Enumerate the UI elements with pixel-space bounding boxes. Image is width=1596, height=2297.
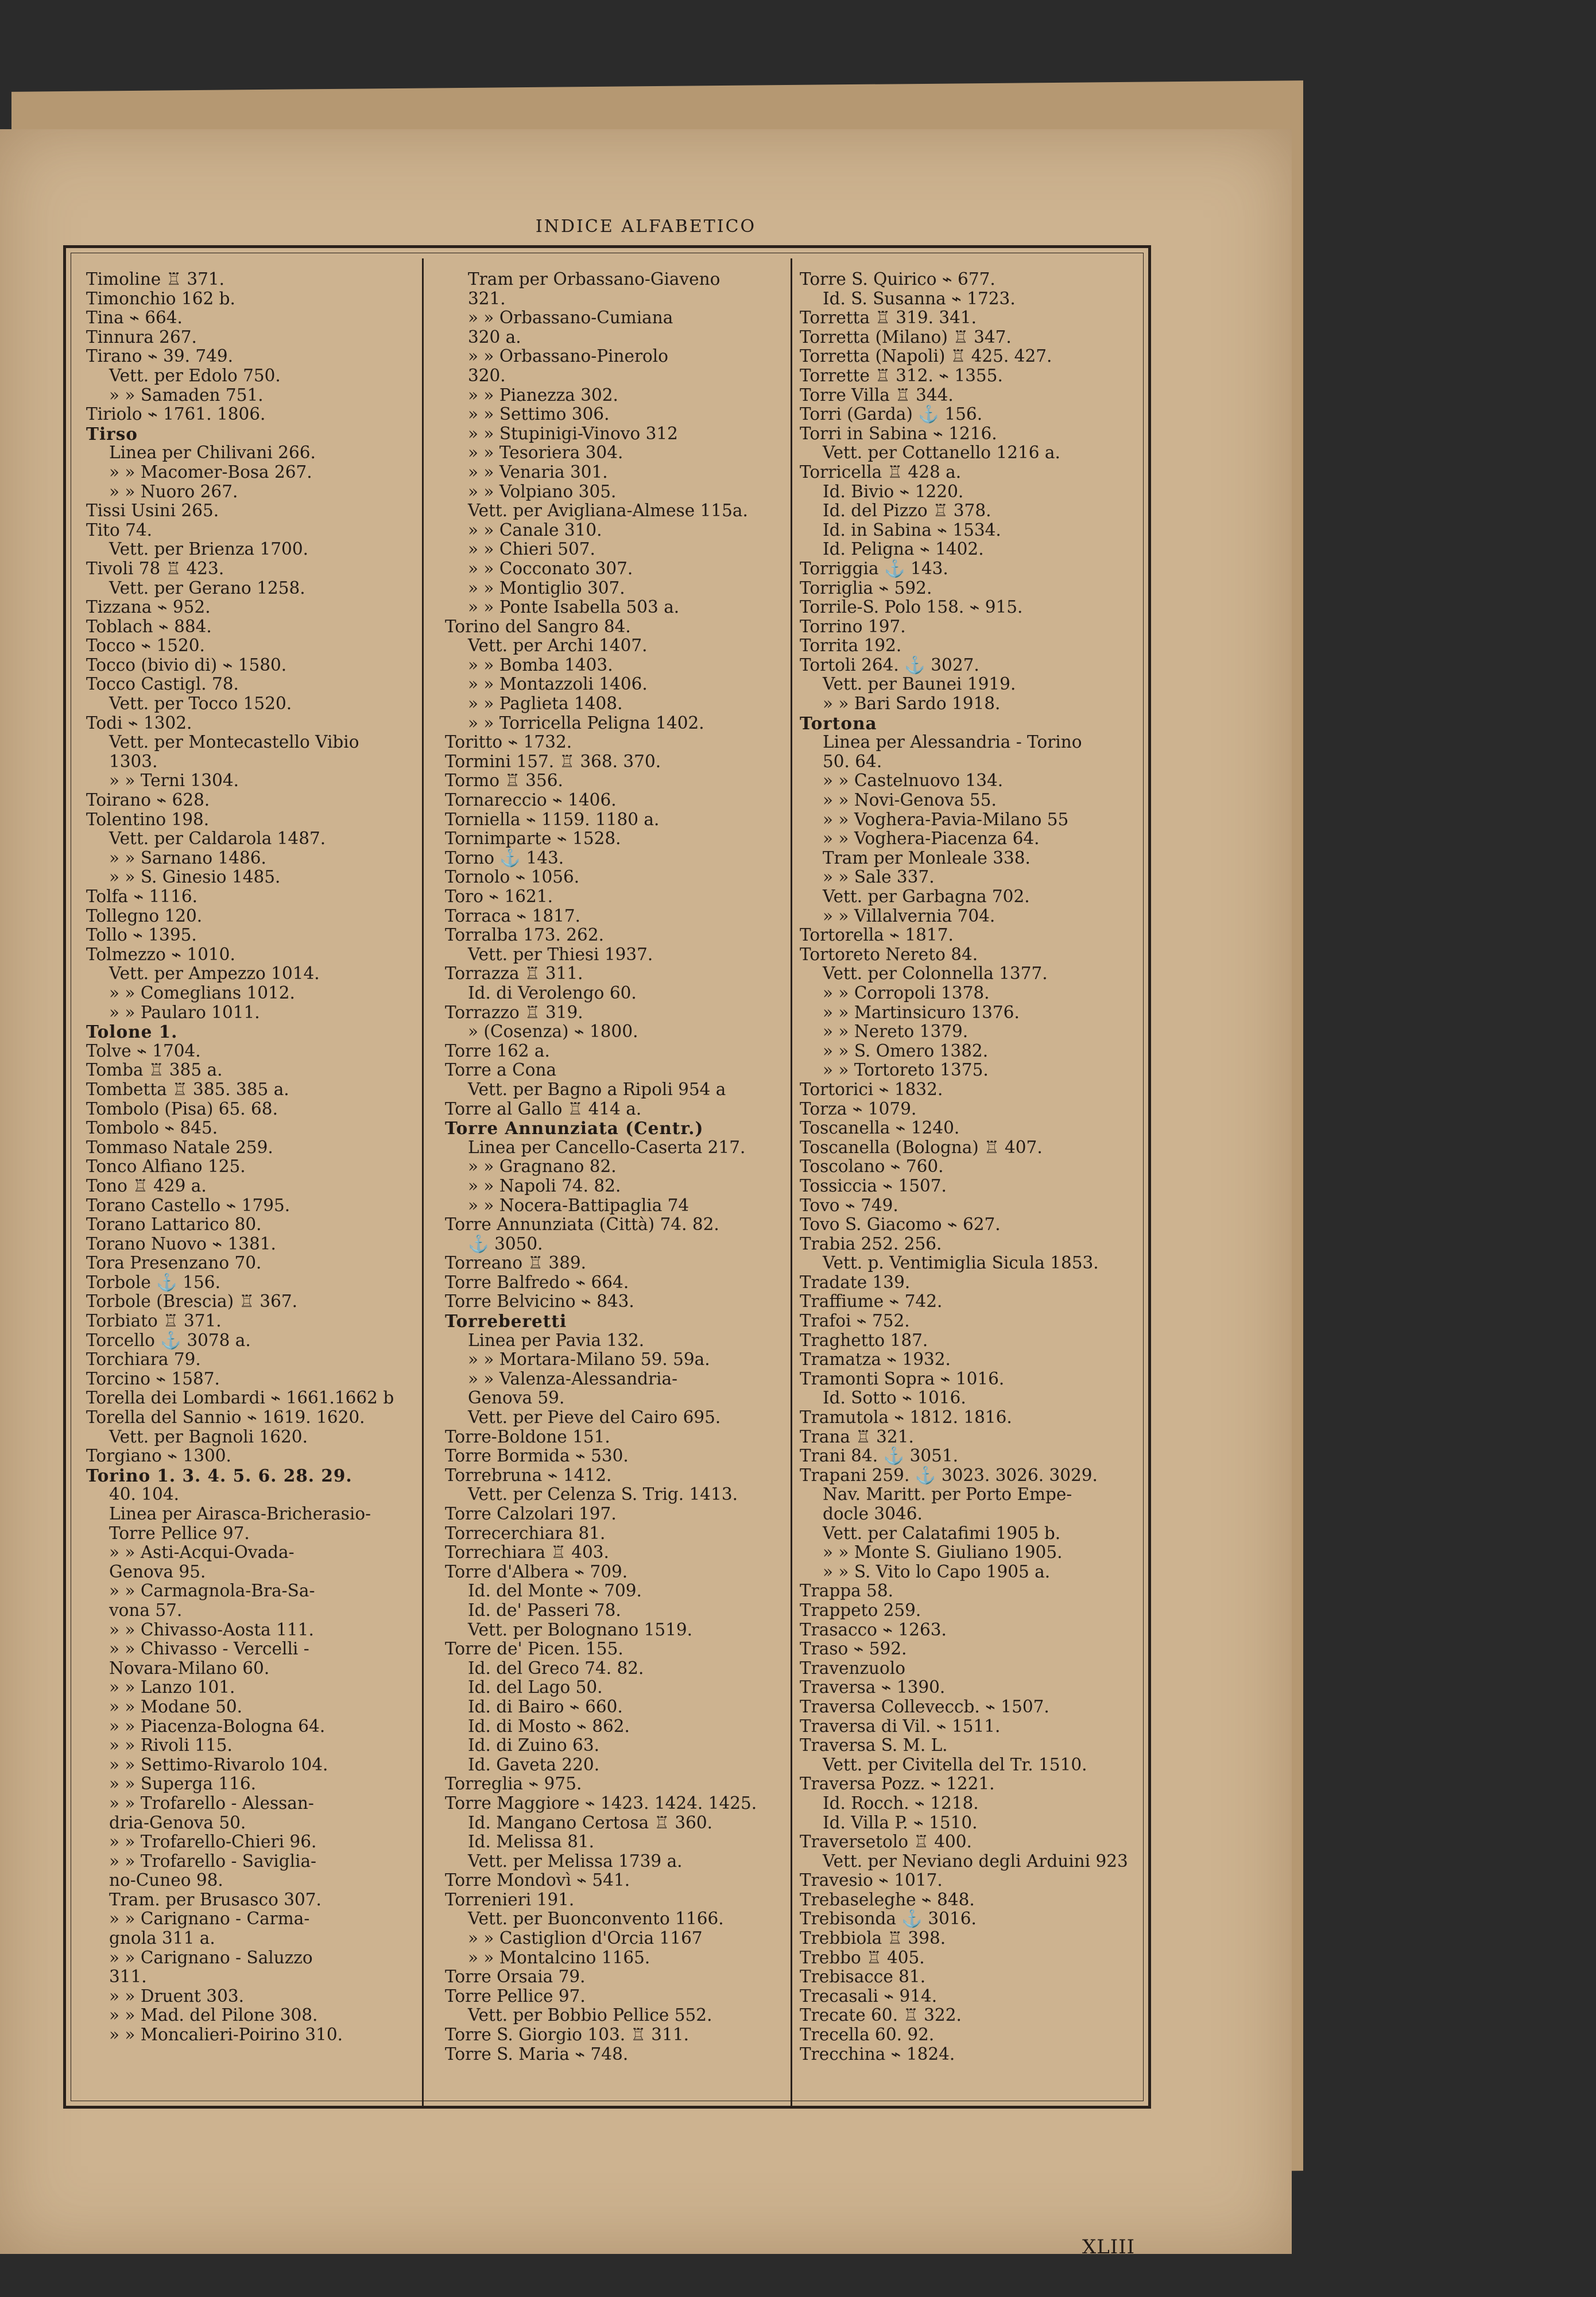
index-entry: Id. del Greco 74. 82.: [468, 1658, 644, 1678]
index-entry: Torrenieri 191.: [445, 1889, 575, 1909]
index-entry: Torre Villa ♖ 344.: [800, 385, 954, 405]
index-entry: Traversa di Vil. ⌁ 1511.: [800, 1716, 1001, 1736]
index-entry: » » Torricella Peligna 1402.: [468, 713, 704, 733]
index-entry: Toirano ⌁ 628.: [86, 790, 210, 810]
index-entry: Trecate 60. ♖ 322.: [800, 2005, 962, 2025]
index-column-1: [86, 270, 431, 2096]
index-entry: Trappa 58.: [800, 1581, 894, 1601]
index-entry: » » Chivasso-Aosta 111.: [109, 1619, 314, 1639]
index-entry: Tono ♖ 429 a.: [86, 1175, 207, 1196]
index-entry: Tortorella ⌁ 1817.: [800, 925, 954, 945]
index-entry: Id. Villa P. ⌁ 1510.: [823, 1812, 978, 1832]
index-entry: » » Sale 337.: [823, 867, 935, 887]
index-entry: » » Superga 116.: [109, 1774, 257, 1794]
index-entry: » » Comeglians 1012.: [109, 983, 295, 1003]
index-entry: Vett. per Avigliana-Almese 115a.: [468, 501, 748, 521]
index-entry: Traversa Colleveccb. ⌁ 1507.: [800, 1696, 1049, 1716]
index-entry: » » Montiglio 307.: [468, 578, 625, 598]
index-entry: Vett. per Buonconvento 1166.: [468, 1909, 724, 1929]
index-entry: Traso ⌁ 592.: [800, 1639, 907, 1659]
index-entry: Torre Pellice 97.: [109, 1523, 250, 1543]
index-entry: Id. S. Susanna ⌁ 1723.: [823, 288, 1016, 308]
index-entry: Linea per Pavia 132.: [468, 1330, 645, 1350]
index-entry: Torriglia ⌁ 592.: [800, 578, 932, 598]
index-entry: Id. di Bairo ⌁ 660.: [468, 1696, 623, 1716]
index-entry: » » Montalcino 1165.: [468, 1947, 650, 1967]
index-entry: dria-Genova 50.: [109, 1812, 246, 1832]
index-entry: Trasacco ⌁ 1263.: [800, 1619, 947, 1639]
index-entry: Trani 84. ⚓ 3051.: [800, 1446, 959, 1466]
index-entry: Tormo ♖ 356.: [445, 771, 563, 791]
index-entry: » (Cosenza) ⌁ 1800.: [468, 1022, 638, 1042]
index-entry: Toritto ⌁ 1732.: [445, 732, 572, 752]
index-entry: Torre d'Albera ⌁ 709.: [445, 1561, 628, 1581]
index-entry: Id. Gaveta 220.: [468, 1754, 600, 1774]
index-entry: Torbole ⚓ 156.: [86, 1272, 220, 1292]
index-entry: Trebbiola ♖ 398.: [800, 1928, 946, 1948]
index-entry: Tolve ⌁ 1704.: [86, 1041, 201, 1061]
index-entry: Tinnura 267.: [86, 327, 197, 347]
index-entry: » » Voghera-Pavia-Milano 55: [823, 809, 1069, 829]
index-entry: Linea per Cancello-Caserta 217.: [468, 1137, 746, 1157]
index-entry: » » Trofarello-Chieri 96.: [109, 1832, 317, 1852]
index-entry: Genova 59.: [468, 1388, 565, 1408]
index-entry: Trana ♖ 321.: [800, 1426, 914, 1447]
index-entry: » » Piacenza-Bologna 64.: [109, 1716, 326, 1736]
index-entry: Toscanella (Bologna) ♖ 407.: [800, 1137, 1043, 1157]
index-entry: Tramutola ⌁ 1812. 1816.: [800, 1407, 1012, 1428]
index-entry: Toscolano ⌁ 760.: [800, 1157, 944, 1177]
index-entry: Tito 74.: [86, 520, 153, 540]
index-entry: Torino del Sangro 84.: [445, 616, 631, 636]
index-entry: Travenzuolo: [800, 1658, 905, 1678]
index-entry: » » Modane 50.: [109, 1696, 243, 1716]
index-entry: Torre Bormida ⌁ 530.: [445, 1446, 629, 1466]
index-entry: Torre Annunziata (Città) 74. 82.: [445, 1215, 719, 1235]
index-entry: Tizzana ⌁ 952.: [86, 597, 211, 617]
index-entry: Tossiccia ⌁ 1507.: [800, 1175, 947, 1196]
index-entry: 40. 104.: [109, 1484, 179, 1505]
index-entry: Vett. per Bagnoli 1620.: [109, 1426, 308, 1447]
index-entry: Toro ⌁ 1621.: [445, 887, 553, 906]
index-entry: Tortorici ⌁ 1832.: [800, 1079, 943, 1099]
index-entry: » » Paglieta 1408.: [468, 694, 623, 714]
index-entry: Linea per Chilivani 266.: [109, 443, 316, 463]
index-entry: Trebisacce 81.: [800, 1967, 926, 1987]
index-entry: Trebaseleghe ⌁ 848.: [800, 1889, 975, 1909]
index-entry: Torniella ⌁ 1159. 1180 a.: [445, 809, 660, 829]
index-entry: Torralba 173. 262.: [445, 925, 604, 945]
index-entry: Torrecerchiara 81.: [445, 1523, 606, 1543]
index-entry: » » Trofarello - Alessan-: [109, 1793, 314, 1813]
index-entry: 320 a.: [468, 327, 521, 347]
index-entry: » » Chivasso - Vercelli -: [109, 1639, 309, 1659]
index-entry: Torraca ⌁ 1817.: [445, 906, 581, 926]
index-entry: Torriggia ⚓ 143.: [800, 558, 948, 578]
index-entry: Tram per Orbassano-Giaveno: [468, 270, 720, 289]
index-entry: » » Volpiano 305.: [468, 481, 617, 501]
index-entry: Torretta (Milano) ♖ 347.: [800, 327, 1012, 347]
index-entry: Torano Nuovo ⌁ 1381.: [86, 1233, 276, 1254]
index-entry: 311.: [109, 1967, 147, 1987]
index-entry: Tramonti Sopra ⌁ 1016.: [800, 1368, 1005, 1389]
index-entry: » » Orbassano-Cumiana: [468, 308, 673, 328]
index-entry: Travesio ⌁ 1017.: [800, 1870, 943, 1890]
index-entry: Torre Maggiore ⌁ 1423. 1424. 1425.: [445, 1793, 757, 1813]
index-entry: Torno ⚓ 143.: [445, 848, 564, 868]
index-entry: Traffiume ⌁ 742.: [800, 1291, 943, 1312]
index-entry: Torri in Sabina ⌁ 1216.: [800, 423, 997, 443]
index-entry: Torricella ♖ 428 a.: [800, 462, 962, 482]
index-entry: Vett. per Civitella del Tr. 1510.: [823, 1754, 1087, 1774]
index-entry: Torre 162 a.: [445, 1041, 550, 1061]
index-entry: » » Mortara-Milano 59. 59a.: [468, 1349, 710, 1370]
index-entry: » » Samaden 751.: [109, 385, 264, 405]
index-entry: Vett. per Melissa 1739 a.: [468, 1851, 683, 1871]
index-entry: » » Trofarello - Saviglia-: [109, 1851, 317, 1871]
index-entry: » » Sarnano 1486.: [109, 848, 266, 868]
index-entry: Tocco (bivio di) ⌁ 1580.: [86, 655, 287, 675]
index-entry: Id. di Verolengo 60.: [468, 983, 637, 1003]
index-entry: Trecchina ⌁ 1824.: [800, 2044, 955, 2064]
index-entry: Torella del Sannio ⌁ 1619. 1620.: [86, 1407, 365, 1428]
index-entry: ⚓ 3050.: [468, 1233, 543, 1254]
index-entry: Vett. per Garbagna 702.: [823, 887, 1030, 906]
index-entry: Vett. per Baunei 1919.: [823, 674, 1016, 694]
index-entry: Linea per Alessandria - Torino: [823, 732, 1082, 752]
index-entry: Id. Melissa 81.: [468, 1832, 594, 1852]
index-entry: Timonchio 162 b.: [86, 288, 235, 308]
index-entry: » » Nocera-Battipaglia 74: [468, 1195, 689, 1215]
index-entry: Torchiara 79.: [86, 1349, 201, 1370]
index-entry: Torrebruna ⌁ 1412.: [445, 1465, 612, 1485]
index-entry: Torretta ♖ 319. 341.: [800, 308, 977, 328]
index-entry: Trebisonda ⚓ 3016.: [800, 1909, 977, 1929]
index-entry: Vett. per Calatafimi 1905 b.: [823, 1523, 1061, 1543]
index-entry: Nav. Maritt. per Porto Empe-: [823, 1484, 1072, 1505]
index-entry: Tomba ♖ 385 a.: [86, 1060, 223, 1080]
index-entry: Tortoli 264. ⚓ 3027.: [800, 655, 979, 675]
index-entry: » » Corropoli 1378.: [823, 983, 990, 1003]
index-entry: Trafoi ⌁ 752.: [800, 1311, 910, 1331]
index-entry: Tolmezzo ⌁ 1010.: [86, 944, 235, 964]
index-entry: » » Paularo 1011.: [109, 1002, 260, 1022]
index-entry: Id. Bivio ⌁ 1220.: [823, 481, 964, 501]
index-entry: Vett. per Thiesi 1937.: [468, 944, 653, 964]
index-entry: Tollegno 120.: [86, 906, 203, 926]
index-entry: » » Druent 303.: [109, 1986, 244, 2006]
index-entry: Toblach ⌁ 884.: [86, 616, 212, 636]
index-entry: » » Carmagnola-Bra-Sa-: [109, 1581, 315, 1601]
index-entry: Torrile-S. Polo 158. ⌁ 915.: [800, 597, 1023, 617]
index-entry: Vett. per Edolo 750.: [109, 365, 281, 385]
index-entry: » » Cocconato 307.: [468, 558, 633, 578]
index-entry: » » Carignano - Saluzzo: [109, 1947, 313, 1967]
index-entry: Torre S. Quirico ⌁ 677.: [800, 270, 995, 289]
index-entry: Torino 1. 3. 4. 5. 6. 28. 29.: [86, 1465, 352, 1486]
index-entry: Trecasali ⌁ 914.: [800, 1986, 938, 2006]
index-entry: Vett. p. Ventimiglia Sicula 1853.: [823, 1253, 1099, 1273]
index-entry: » » Lanzo 101.: [109, 1677, 235, 1697]
index-entry: Torreberetti: [445, 1311, 567, 1332]
index-entry: Torretta (Napoli) ♖ 425. 427.: [800, 346, 1052, 366]
index-entry: Vett. per Cottanello 1216 a.: [823, 443, 1060, 463]
index-entry: Torre Pellice 97.: [445, 1986, 586, 2006]
index-entry: Tollo ⌁ 1395.: [86, 925, 197, 945]
index-entry: 321.: [468, 288, 506, 308]
index-entry: Torrita 192.: [800, 636, 902, 656]
index-entry: Torre Orsaia 79.: [445, 1967, 586, 1987]
index-entry: Traversa ⌁ 1390.: [800, 1677, 946, 1697]
index-entry: Torgiano ⌁ 1300.: [86, 1446, 231, 1466]
index-entry: Vett. per Colonnella 1377.: [823, 964, 1048, 984]
index-entry: vona 57.: [109, 1600, 183, 1620]
index-entry: Torre al Gallo ♖ 414 a.: [445, 1099, 642, 1119]
index-entry: Vett. per Celenza S. Trig. 1413.: [468, 1484, 738, 1505]
index-entry: Tram. per Brusasco 307.: [109, 1889, 321, 1909]
index-entry: Vett. per Bobbio Pellice 552.: [468, 2005, 712, 2025]
index-entry: Torrazzo ♖ 319.: [445, 1002, 583, 1022]
index-entry: » » Bari Sardo 1918.: [823, 694, 1001, 714]
index-entry: Tina ⌁ 664.: [86, 308, 183, 328]
index-entry: Id. del Monte ⌁ 709.: [468, 1581, 642, 1601]
index-entry: Id. Sotto ⌁ 1016.: [823, 1388, 966, 1408]
index-entry: Torcino ⌁ 1587.: [86, 1368, 220, 1389]
index-entry: Vett. per Gerano 1258.: [109, 578, 305, 598]
index-entry: » » Orbassano-Pinerolo: [468, 346, 669, 366]
index-entry: » » S. Vito lo Capo 1905 a.: [823, 1561, 1051, 1581]
index-entry: Vett. per Bagno a Ripoli 954 a: [468, 1079, 726, 1099]
index-entry: » » Martinsicuro 1376.: [823, 1002, 1020, 1022]
page-number: XLIII: [1082, 2236, 1136, 2259]
index-entry: » » Terni 1304.: [109, 771, 239, 791]
index-entry: » » Castelnuovo 134.: [823, 771, 1004, 791]
index-entry: Tovo S. Giacomo ⌁ 627.: [800, 1215, 1001, 1235]
index-entry: Torre Mondovì ⌁ 541.: [445, 1870, 630, 1890]
index-entry: Torreglia ⌁ 975.: [445, 1774, 582, 1794]
index-entry: Traversa S. M. L.: [800, 1735, 948, 1755]
column-divider: [791, 258, 792, 2107]
book-page: [0, 129, 1292, 2259]
index-entry: Torri (Garda) ⚓ 156.: [800, 404, 983, 424]
index-entry: Tora Presenzano 70.: [86, 1253, 262, 1273]
index-entry: Vett. per Brienza 1700.: [109, 539, 308, 559]
index-entry: Tornolo ⌁ 1056.: [445, 867, 580, 887]
index-entry: » » Castiglion d'Orcia 1167: [468, 1928, 703, 1948]
index-entry: Id. del Lago 50.: [468, 1677, 603, 1697]
index-entry: Torreano ♖ 389.: [445, 1253, 587, 1273]
index-entry: » » Settimo-Rivarolo 104.: [109, 1754, 328, 1774]
index-entry: » » Bomba 1403.: [468, 655, 613, 675]
index-entry: » » Monte S. Giuliano 1905.: [823, 1542, 1063, 1563]
index-entry: Timoline ♖ 371.: [86, 270, 225, 289]
index-entry: 1303.: [109, 751, 158, 771]
index-entry: Id. Mangano Certosa ♖ 360.: [468, 1812, 713, 1832]
index-entry: Torre S. Maria ⌁ 748.: [445, 2044, 629, 2064]
index-entry: Torella dei Lombardi ⌁ 1661.1662 b: [86, 1388, 394, 1408]
index-entry: Tocco Castigl. 78.: [86, 674, 239, 694]
index-entry: Torre S. Giorgio 103. ♖ 311.: [445, 2025, 689, 2045]
index-entry: Linea per Airasca-Bricherasio-: [109, 1504, 371, 1523]
index-entry: Tolone 1.: [86, 1022, 178, 1042]
index-entry: Novara-Milano 60.: [109, 1658, 270, 1678]
index-entry: Vett. per Neviano degli Arduini 923: [823, 1851, 1128, 1871]
index-entry: Tissi Usini 265.: [86, 501, 219, 521]
index-entry: no-Cuneo 98.: [109, 1870, 223, 1890]
index-entry: docle 3046.: [823, 1504, 923, 1523]
index-entry: Torrette ♖ 312. ⌁ 1355.: [800, 365, 1003, 385]
index-column-2: [445, 270, 789, 2096]
index-entry: Torrechiara ♖ 403.: [445, 1542, 609, 1563]
index-entry: » » S. Omero 1382.: [823, 1041, 989, 1061]
index-entry: Torre Annunziata (Centr.): [445, 1118, 704, 1139]
index-entry: » » Rivoli 115.: [109, 1735, 233, 1755]
index-entry: Torre Balfredo ⌁ 664.: [445, 1272, 629, 1292]
index-entry: Todi ⌁ 1302.: [86, 713, 192, 733]
index-entry: » » Villalvernia 704.: [823, 906, 995, 926]
index-entry: Tivoli 78 ♖ 423.: [86, 558, 224, 578]
index-entry: Id. del Pizzo ♖ 378.: [823, 501, 991, 521]
index-entry: 50. 64.: [823, 751, 882, 771]
index-entry: » » Tesoriera 304.: [468, 443, 623, 463]
index-entry: » » Novi-Genova 55.: [823, 790, 997, 810]
index-entry: 320.: [468, 365, 506, 385]
index-entry: » » Chieri 507.: [468, 539, 595, 559]
index-entry: Trecella 60. 92.: [800, 2025, 935, 2045]
index-entry: Tornareccio ⌁ 1406.: [445, 790, 617, 810]
index-entry: Tolentino 198.: [86, 809, 210, 829]
index-entry: Torza ⌁ 1079.: [800, 1099, 917, 1119]
index-entry: Torre Belvicino ⌁ 843.: [445, 1291, 634, 1312]
index-entry: Tocco ⌁ 1520.: [86, 636, 205, 656]
index-entry: Vett. per Bolognano 1519.: [468, 1619, 693, 1639]
index-entry: Vett. per Montecastello Vibio: [109, 732, 359, 752]
index-entry: Vett. per Archi 1407.: [468, 636, 648, 656]
index-entry: Genova 95.: [109, 1561, 206, 1581]
index-entry: Torrazza ♖ 311.: [445, 964, 583, 984]
index-entry: » » Macomer-Bosa 267.: [109, 462, 312, 482]
index-entry: Tombolo ⌁ 845.: [86, 1118, 218, 1138]
index-entry: » » Gragnano 82.: [468, 1157, 617, 1177]
index-entry: Trapani 259. ⚓ 3023. 3026. 3029.: [800, 1465, 1098, 1485]
index-entry: Tolfa ⌁ 1116.: [86, 887, 198, 906]
index-entry: » » Asti-Acqui-Ovada-: [109, 1542, 295, 1563]
index-entry: Id. Rocch. ⌁ 1218.: [823, 1793, 979, 1813]
index-entry: » » Venaria 301.: [468, 462, 608, 482]
index-entry: Tram per Monleale 338.: [823, 848, 1031, 868]
index-entry: Tommaso Natale 259.: [86, 1137, 273, 1157]
index-entry: Vett. per Tocco 1520.: [109, 694, 292, 714]
index-entry: Torbole (Brescia) ♖ 367.: [86, 1291, 297, 1312]
index-entry: Torbiato ♖ 371.: [86, 1311, 222, 1331]
index-entry: Tormini 157. ♖ 368. 370.: [445, 751, 661, 771]
index-entry: Vett. per Pieve del Cairo 695.: [468, 1407, 721, 1428]
index-entry: » » Pianezza 302.: [468, 385, 618, 405]
index-entry: Traversetolo ♖ 400.: [800, 1832, 972, 1852]
index-entry: » » Carignano - Carma-: [109, 1909, 310, 1929]
index-entry: Id. in Sabina ⌁ 1534.: [823, 520, 1001, 540]
index-entry: Tonco Alfiano 125.: [86, 1157, 246, 1177]
index-entry: Tirso: [86, 423, 138, 444]
index-entry: Traversa Pozz. ⌁ 1221.: [800, 1774, 995, 1794]
index-entry: Tortoreto Nereto 84.: [800, 944, 978, 964]
index-entry: » » Valenza-Alessandria-: [468, 1368, 678, 1389]
index-entry: Id. Peligna ⌁ 1402.: [823, 539, 984, 559]
index-entry: Tramatza ⌁ 1932.: [800, 1349, 951, 1370]
index-entry: » » Moncalieri-Poirino 310.: [109, 2025, 343, 2045]
index-entry: » » Voghera-Piacenza 64.: [823, 829, 1040, 849]
index-entry: Vett. per Caldarola 1487.: [109, 829, 326, 849]
index-entry: Trebbo ♖ 405.: [800, 1947, 925, 1967]
index-entry: Tirano ⌁ 39. 749.: [86, 346, 234, 366]
index-entry: Tiriolo ⌁ 1761. 1806.: [86, 404, 266, 424]
index-entry: Tortona: [800, 713, 877, 733]
index-entry: Trappeto 259.: [800, 1600, 921, 1620]
index-entry: » » S. Ginesio 1485.: [109, 867, 281, 887]
index-entry: Tradate 139.: [800, 1272, 911, 1292]
index-entry: Torcello ⚓ 3078 a.: [86, 1330, 251, 1350]
index-entry: Id. di Mosto ⌁ 862.: [468, 1716, 630, 1736]
index-entry: Torre Calzolari 197.: [445, 1504, 617, 1523]
index-entry: » » Tortoreto 1375.: [823, 1060, 989, 1080]
index-entry: » » Mad. del Pilone 308.: [109, 2005, 318, 2025]
index-entry: Tombetta ♖ 385. 385 a.: [86, 1079, 289, 1099]
index-entry: » » Stupinigi-Vinovo 312: [468, 423, 678, 443]
index-entry: Tovo ⌁ 749.: [800, 1195, 898, 1215]
index-entry: Id. di Zuino 63.: [468, 1735, 599, 1755]
index-entry: Tornimparte ⌁ 1528.: [445, 829, 621, 849]
index-entry: Torano Castello ⌁ 1795.: [86, 1195, 290, 1215]
index-entry: » » Napoli 74. 82.: [468, 1175, 621, 1196]
index-column-3: [800, 270, 1144, 2096]
index-entry: Toscanella ⌁ 1240.: [800, 1118, 960, 1138]
page-header-title: INDICE ALFABETICO: [535, 216, 757, 237]
index-entry: » » Settimo 306.: [468, 404, 610, 424]
index-entry: Torano Lattarico 80.: [86, 1215, 262, 1235]
index-entry: gnola 311 a.: [109, 1928, 215, 1948]
index-entry: Torrino 197.: [800, 616, 906, 636]
index-entry: Tombolo (Pisa) 65. 68.: [86, 1099, 278, 1119]
index-entry: Trabia 252. 256.: [800, 1233, 942, 1254]
index-entry: » » Montazzoli 1406.: [468, 674, 648, 694]
index-entry: » » Ponte Isabella 503 a.: [468, 597, 680, 617]
index-entry: Vett. per Ampezzo 1014.: [109, 964, 320, 984]
index-entry: Torre de' Picen. 155.: [445, 1639, 623, 1659]
index-entry: » » Nuoro 267.: [109, 481, 238, 501]
index-entry: Torre-Boldone 151.: [445, 1426, 610, 1447]
index-entry: Torre a Cona: [445, 1060, 557, 1080]
index-entry: Traghetto 187.: [800, 1330, 928, 1350]
index-entry: Id. de' Passeri 78.: [468, 1600, 621, 1620]
index-entry: » » Canale 310.: [468, 520, 602, 540]
index-entry: » » Nereto 1379.: [823, 1022, 969, 1042]
